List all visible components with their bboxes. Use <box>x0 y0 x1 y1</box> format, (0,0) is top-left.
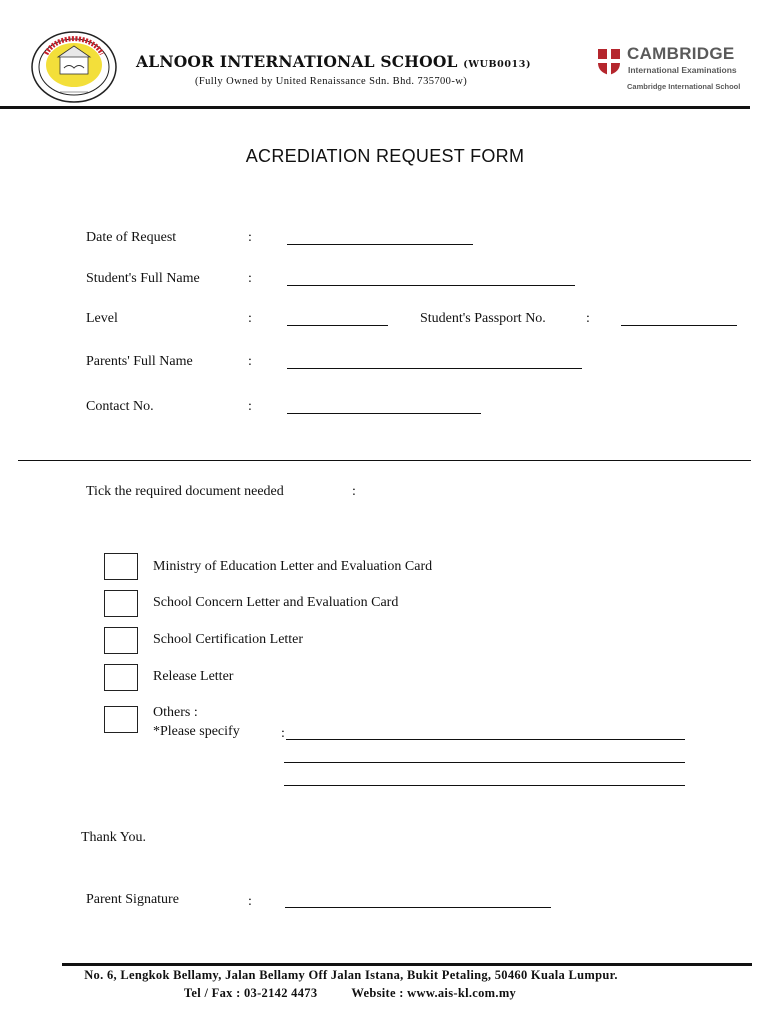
header-divider <box>0 106 750 109</box>
level-label: Level <box>86 311 118 326</box>
date-label: Date of Request <box>86 230 177 245</box>
others-checkbox[interactable] <box>104 706 138 733</box>
date-field[interactable] <box>287 244 473 245</box>
school-code: (WUB0013) <box>463 59 532 70</box>
parents-name-label: Parents' Full Name <box>86 354 193 369</box>
footer-contact: Tel / Fax : 03-2142 4473 Website : www.ais-kl.com.my <box>183 986 517 1000</box>
contact-field[interactable] <box>287 413 481 414</box>
cambridge-subtitle: International Examinations <box>628 65 737 75</box>
form-title: ACREDIATION REQUEST FORM <box>245 146 525 166</box>
please-specify-colon: : <box>281 726 285 741</box>
others-specify-line-3[interactable] <box>284 785 685 786</box>
cambridge-shield-icon <box>597 48 621 76</box>
passport-label: Student's Passport No. <box>420 311 546 326</box>
passport-field[interactable] <box>621 325 737 326</box>
please-specify-label: *Please specify <box>153 724 240 739</box>
date-colon: : <box>248 230 252 245</box>
school-logo <box>30 30 118 104</box>
moe-letter-label: Ministry of Education Letter and Evaluation Card <box>153 559 433 574</box>
release-letter-label: Release Letter <box>153 669 234 684</box>
ownership-line: (Fully Owned by United Renaissance Sdn. Bhd. 735700-w) <box>195 76 468 87</box>
student-name-label: Student's Full Name <box>86 271 200 286</box>
footer-divider <box>62 963 752 966</box>
concern-letter-checkbox[interactable] <box>104 590 138 617</box>
others-specify-line-2[interactable] <box>284 762 685 763</box>
passport-colon: : <box>586 311 590 326</box>
others-specify-line-1[interactable] <box>286 739 685 740</box>
tick-prompt-colon: : <box>352 484 356 499</box>
parents-name-colon: : <box>248 354 252 369</box>
cambridge-school-label: Cambridge International School <box>627 82 741 91</box>
moe-letter-checkbox[interactable] <box>104 553 138 580</box>
certification-letter-checkbox[interactable] <box>104 627 138 654</box>
thank-you-text: Thank You. <box>81 830 146 845</box>
contact-label: Contact No. <box>86 399 154 414</box>
signature-label: Parent Signature <box>86 892 179 907</box>
student-name-field[interactable] <box>287 285 575 286</box>
tick-prompt: Tick the required document needed <box>86 484 284 499</box>
student-name-colon: : <box>248 271 252 286</box>
signature-field[interactable] <box>285 907 551 908</box>
concern-letter-label: School Concern Letter and Evaluation Card <box>153 595 399 610</box>
contact-colon: : <box>248 399 252 414</box>
level-colon: : <box>248 311 252 326</box>
cambridge-title: CAMBRIDGE <box>627 44 735 63</box>
signature-colon: : <box>248 894 252 909</box>
cambridge-logo <box>597 46 747 92</box>
release-letter-checkbox[interactable] <box>104 664 138 691</box>
school-name: ALNOOR INTERNATIONAL SCHOOL (WUB0013) <box>136 52 532 71</box>
section-divider <box>18 460 751 461</box>
certification-letter-label: School Certification Letter <box>153 632 304 647</box>
parents-name-field[interactable] <box>287 368 582 369</box>
footer-address: No. 6, Lengkok Bellamy, Jalan Bellamy Off Jalan Istana, Bukit Petaling, 50460 Kuala Lumpur. <box>84 968 618 982</box>
others-label: Others : <box>153 705 198 720</box>
level-field[interactable] <box>287 325 388 326</box>
